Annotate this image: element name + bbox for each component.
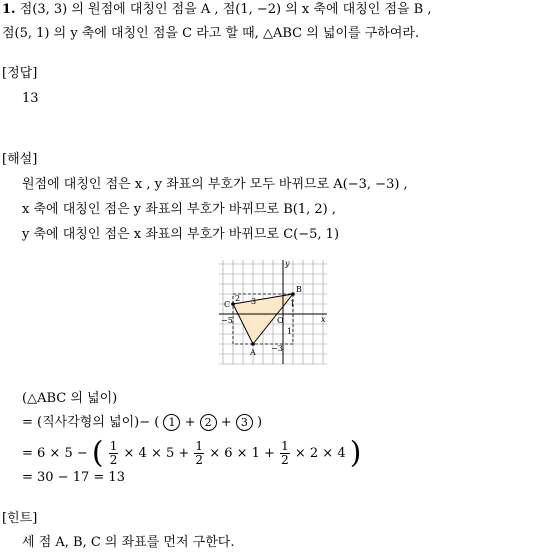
fraction-1-den: 2 xyxy=(109,453,118,467)
point-c-label: C xyxy=(224,300,231,309)
region-3-label: 3 xyxy=(251,297,257,306)
equation-line-1 xyxy=(22,414,262,431)
eq2-start: = 6 × 5 − xyxy=(22,446,88,461)
x-axis-label: x xyxy=(321,315,326,324)
problem-text-1: 점(3, 3) 의 원점에 대칭인 점을 A , 점(1, −2) 의 x 축에 대칭인 점을 B , xyxy=(19,2,432,17)
plus-2: + xyxy=(220,415,232,430)
solution-line-2: x 축에 대칭인 점은 y 좌표의 부호가 바뀌므로 B(1, 2) , xyxy=(22,202,336,217)
circled-2: 2 xyxy=(200,414,217,431)
term-2: × 6 × 1 + xyxy=(209,446,275,461)
equation-line-2 xyxy=(22,435,362,471)
problem-line-2: 점(5, 1) 의 y 축에 대칭인 점을 C 라고 할 때, △ABC 의 넓이를 구하여라. xyxy=(2,26,420,41)
circled-1: 1 xyxy=(163,414,180,431)
point-b-label: B xyxy=(296,285,302,294)
area-label: (△ABC 의 넓이) xyxy=(22,391,118,406)
fraction-1-num: 1 xyxy=(109,439,118,453)
term-1: × 4 × 5 + xyxy=(123,446,190,461)
tick-1: 1 xyxy=(290,299,296,308)
fraction-3-den: 2 xyxy=(281,453,289,467)
problem-line-1 xyxy=(2,2,432,18)
eq1-suffix: ) xyxy=(256,415,263,430)
open-paren: ( xyxy=(91,435,104,471)
tick-neg5: −5 xyxy=(221,316,233,325)
problem-number: 1. xyxy=(2,2,16,17)
answer-value: 13 xyxy=(22,91,39,106)
circled-3: 3 xyxy=(236,414,253,431)
fraction-3 xyxy=(280,440,290,467)
hint-header: [힌트] xyxy=(2,511,38,526)
hint-text: 세 점 A, B, C 의 좌표를 먼저 구한다. xyxy=(22,535,235,550)
point-a-label: A xyxy=(250,348,256,357)
fraction-2 xyxy=(194,440,204,467)
plus-1: + xyxy=(184,415,196,430)
equation-line-3: = 30 − 17 = 13 xyxy=(22,470,125,485)
region-2-label: 2 xyxy=(235,294,241,303)
region-1-label: 1 xyxy=(287,327,293,336)
tick-neg3: −3 xyxy=(271,344,283,353)
fraction-2-num: 1 xyxy=(195,439,204,453)
close-paren: ) xyxy=(349,435,362,471)
solution-line-1: 원점에 대칭인 점은 x , y 좌표의 부호가 모두 바뀌므로 A(−3, −3) , xyxy=(22,177,408,192)
fraction-3-num: 1 xyxy=(281,439,289,453)
solution-line-3: y 축에 대칭인 점은 x 좌표의 부호가 바뀌므로 C(−5, 1) xyxy=(22,227,340,242)
fraction-1 xyxy=(109,440,119,467)
point-a-dot xyxy=(251,342,255,346)
answer-header: [정답] xyxy=(2,66,38,81)
point-b-dot xyxy=(291,292,295,296)
term-3: × 2 × 4 xyxy=(294,446,346,461)
coordinate-graph xyxy=(215,256,331,368)
origin-label: O xyxy=(277,316,284,325)
y-axis-label: y xyxy=(285,259,290,268)
solution-header: [해설] xyxy=(2,152,38,167)
eq1-prefix: = (직사각형의 넓이)− ( xyxy=(22,415,160,430)
fraction-2-den: 2 xyxy=(195,453,204,467)
